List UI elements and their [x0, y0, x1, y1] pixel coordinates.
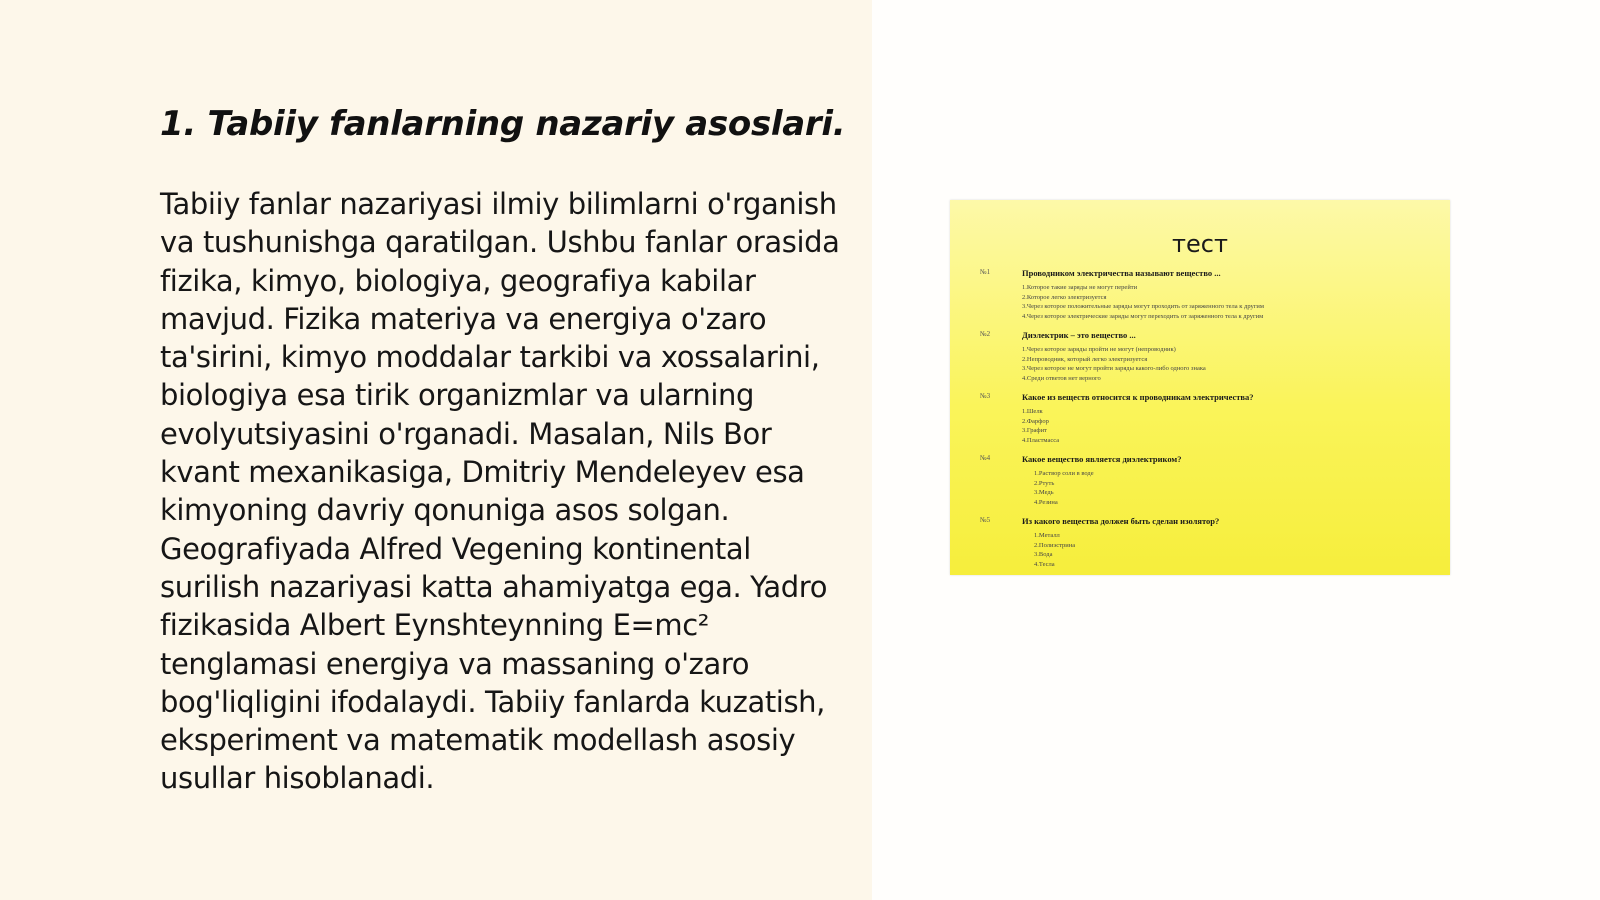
question-text: Проводником электричества называют вещество ... — [1022, 268, 1221, 278]
thumbnail-title: тест — [1172, 230, 1228, 258]
question-options — [1022, 283, 1264, 321]
option: 3.Медь — [1034, 489, 1054, 496]
question-text: Диэлектрик – это вещество ... — [1022, 330, 1136, 340]
slide-body-text: Tabiiy fanlar nazariyasi ilmiy bilimlarni o'rganish va tushunishga qaratilgan. Ushbu fanlar orasida fizika, kimyo, biologiya, geografiya kabilar mavjud. Fizika materiya va energiya o'zaro ta'sirini, kimyo moddalar tarkibi va xossalarini, biologiya esa tirik organizmlar va ularning evolyutsiyasini o'rganadi. Masalan, Nils Bor kvant mexanikasiga, Dmitriy Mendeleyev esa kimyoning davriy qonuniga asos solgan. Geografiyada Alfred Vegening kontinental surilish nazariyasi katta ahamiyatga ega. Yadro fizikasida Albert Eynshteynning E=mc² tenglamasi energiya va massaning o'zaro bog'liqligini ifodalaydi. Tabiiy fanlarda kuzatish, eksperiment va matematik modellash asosiy usullar hisoblanadi. — [160, 187, 840, 796]
question-options — [1034, 531, 1075, 569]
option: 2.Непроводник, который легко электризуется — [1022, 355, 1148, 363]
option: 2.Которое легко электризуется — [1022, 293, 1107, 301]
option: 3.Через которое положительные заряды могут проходить от заряженного тела к другим — [1022, 303, 1264, 310]
option: 3.Вода — [1034, 551, 1053, 558]
question-number: №1 — [980, 268, 991, 276]
option: 4.Тесла — [1034, 560, 1055, 568]
question-text: Из какого вещества должен быть сделан изолятор? — [1022, 516, 1220, 526]
option: 4.Пластмасса — [1022, 436, 1060, 444]
option: 4.Через которое электрические заряды могут переходить от заряженного тела к другим — [1022, 312, 1264, 320]
option: 2.Ртуть — [1034, 479, 1055, 487]
question-options — [1022, 407, 1059, 445]
option: 1.Через которое заряды пройти не могут (непроводник) — [1022, 346, 1176, 353]
question-number: №3 — [980, 392, 991, 400]
option: 1.Которое такие заряды не могут перейти — [1022, 284, 1138, 291]
option: 4.Среди ответов нет верного — [1022, 374, 1101, 382]
option: 2.Полиэстрина — [1034, 541, 1076, 549]
slide-title: 1. Tabiiy fanlarning nazariy asoslari. — [160, 104, 846, 144]
test-slide-thumbnail — [950, 200, 1450, 575]
question-number: №5 — [980, 516, 991, 524]
question-number: №2 — [980, 330, 991, 338]
question-number: №4 — [980, 454, 991, 462]
option: 1.Раствор соли в воде — [1034, 470, 1094, 477]
option: 1.Металл — [1034, 532, 1060, 539]
option: 4.Резина — [1034, 498, 1058, 506]
option: 3.Графит — [1022, 427, 1047, 434]
option: 2.Фарфор — [1022, 417, 1049, 425]
question-options — [1022, 345, 1206, 383]
question-text: Какое из веществ относится к проводникам электричества? — [1022, 392, 1254, 402]
option: 3.Через которое не могут пройти заряды какого-либо одного знака — [1022, 365, 1206, 372]
question-text: Какое вещество является диэлектриком? — [1022, 454, 1182, 464]
option: 1.Шелк — [1022, 408, 1043, 415]
question-options — [1034, 469, 1094, 507]
